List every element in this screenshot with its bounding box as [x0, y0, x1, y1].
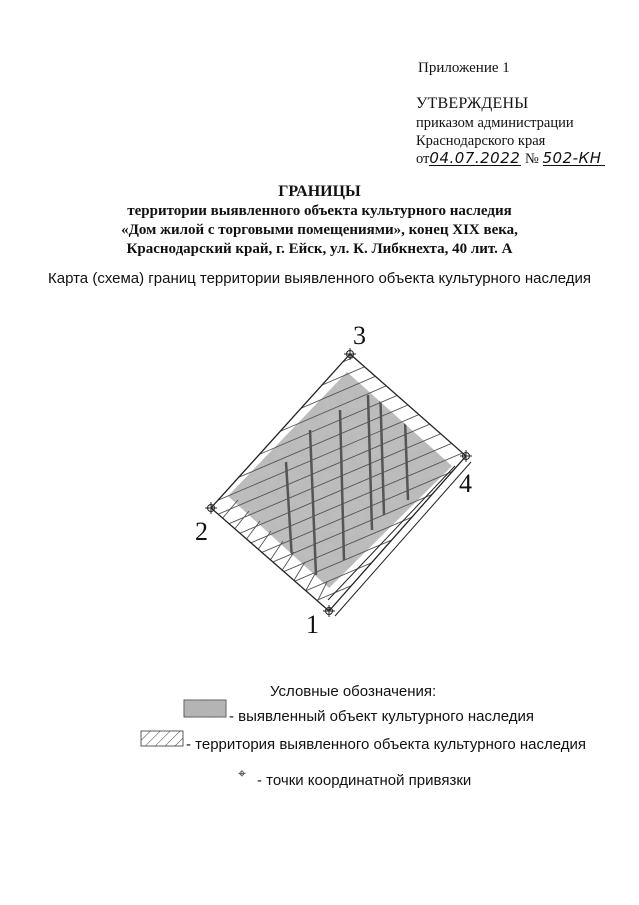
point-label-2: 2 [195, 517, 208, 546]
handwritten-date: 04.07.2022 [429, 149, 521, 167]
legend-points-label: - точки координатной привязки [257, 772, 472, 789]
legend-territory-label: - территория выявленного объекта культурного наследия [186, 736, 587, 753]
map-caption: Карта (схема) границ территории выявленного объекта культурного наследия [48, 270, 591, 287]
title-line-2: территории выявленного объекта культурного наследия [127, 203, 512, 219]
approved-heading: УТВЕРЖДЕНЫ [416, 95, 529, 112]
title-line-4: Краснодарский край, г. Ейск, ул. К. Либкнехта, 40 лит. А [126, 241, 513, 257]
date-prefix: от [416, 151, 430, 167]
document-title: ГРАНИЦЫ [278, 183, 361, 200]
heritage-object-area [228, 372, 452, 588]
appendix-label: Приложение 1 [418, 60, 510, 76]
legend-point-symbol: ⌖ [238, 765, 246, 781]
legend-title: Условные обозначения: [270, 683, 437, 700]
territory-hatching [120, 300, 630, 680]
legend-territory-swatch [141, 731, 183, 746]
point-label-4: 4 [459, 469, 472, 498]
legend-object-label: - выявленный объект культурного наследия [229, 708, 535, 725]
title-line-3: «Дом жилой с торговыми помещениями», конец XIX века, [121, 222, 518, 238]
legend-object-swatch [184, 700, 226, 717]
order-line: приказом администрации [416, 115, 574, 131]
point-label-3: 3 [353, 321, 366, 350]
number-sign: № [525, 151, 539, 167]
point-label-1: 1 [306, 610, 319, 639]
region-line: Краснодарского края [416, 133, 546, 149]
handwritten-number: 502-КН [543, 151, 605, 166]
